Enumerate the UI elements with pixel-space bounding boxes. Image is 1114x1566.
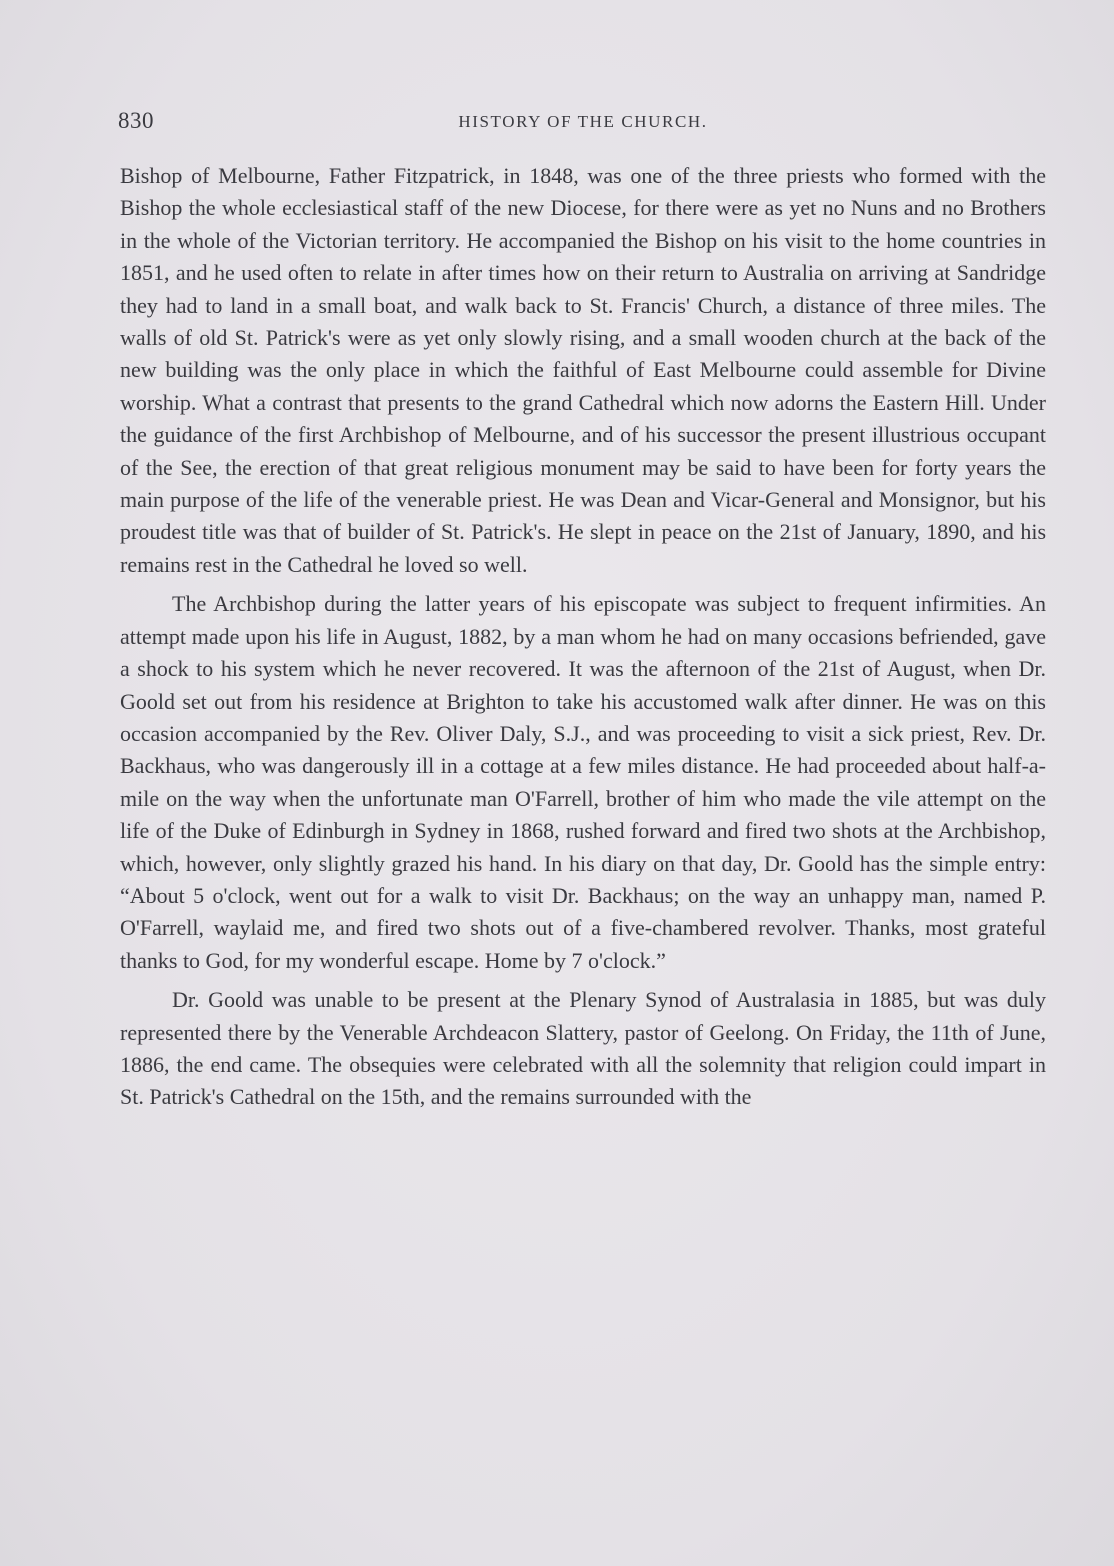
running-head: HISTORY OF THE CHURCH. <box>458 112 708 131</box>
paragraph-2: The Archbishop during the latter years of his episcopate was subject to frequent infirmities. An attempt made upon his life in August, 1882, by a man whom he had on many occasions befriended, gave a shock to his system which he never recovered. It was the afternoon of the 21st of August, when Dr. Goold set out from his residence at Brighton to take his accustomed walk after dinner. He was on this occasion accompanied by the Rev. Oliver Daly, S.J., and was proceeding to visit a sick priest, Rev. Dr. Backhaus, who was dangerously ill in a cottage at a few miles distance. He had proceeded about half-a-mile on the way when the unfortunate man O'Farrell, brother of him who made the vile attempt on the life of the Duke of Edinburgh in Sydney in 1868, rushed forward and fired two shots at the Archbishop, which, however, only slightly grazed his hand. In his diary on that day, Dr. Goold has the simple entry: “About 5 o'clock, went out for a walk to visit Dr. Backhaus; on the way an unhappy man, named P. O'Farrell, waylaid me, and fired two shots out of a five-chambered revolver. Thanks, most grateful thanks to God, for my wonderful escape. Home by 7 o'clock.” <box>120 591 1046 973</box>
page-number: 830 <box>118 108 154 133</box>
paragraph-1: Bishop of Melbourne, Father Fitzpatrick, in 1848, was one of the three priests who formed with the Bishop the whole ecclesiastical staff of the new Diocese, for there were as yet no Nuns and no Brothers in the whole of the Victorian territory. He accompanied the Bishop on his visit to the home countries in 1851, and he used often to relate in after times how on their return to Australia on arriving at Sandridge they had to land in a small boat, and walk back to St. Francis' Church, a distance of three miles. The walls of old St. Patrick's were as yet only slowly rising, and a small wooden church at the back of the new building was the only place in which the faithful of East Melbourne could assemble for Divine worship. What a contrast that presents to the grand Cathedral which now adorns the Eastern Hill. Under the guidance of the first Archbishop of Melbourne, and of his successor the present illustrious occupant of the See, the erection of that great religious monument may be said to have been for forty years the main purpose of the life of the venerable priest. He was Dean and Vicar-General and Monsignor, but his proudest title was that of builder of St. Patrick's. He slept in peace on the 21st of January, 1890, and his remains rest in the Cathedral he loved so well. <box>120 163 1046 577</box>
body-text <box>120 160 1046 1114</box>
paragraph-3: Dr. Goold was unable to be present at the Plenary Synod of Australasia in 1885, but was duly represented there by the Venerable Archdeacon Slattery, pastor of Geelong. On Friday, the 11th of June, 1886, the end came. The obsequies were celebrated with all the solemnity that religion could impart in St. Patrick's Cathedral on the 15th, and the remains surrounded with the <box>120 987 1046 1110</box>
page-header <box>118 108 1048 138</box>
